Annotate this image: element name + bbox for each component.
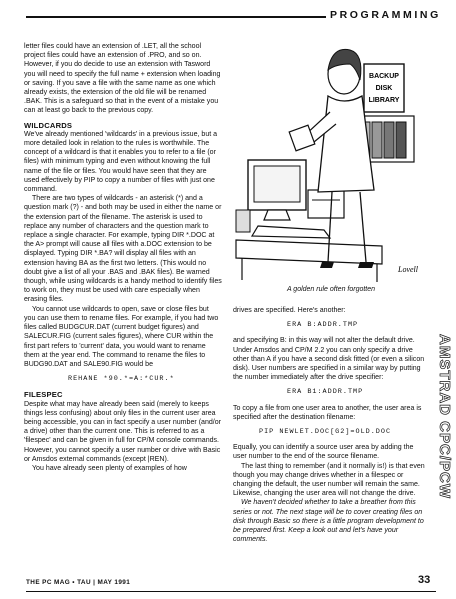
heading-wildcards: WILDCARDS <box>24 120 73 130</box>
left-column <box>24 42 222 473</box>
cartoon-illustration <box>232 40 430 284</box>
paragraph: We've already mentioned 'wildcards' in a previous issue, but a more detailed look in relation to the rules is worthwhile. The concept of a wildcard is that it enables you to refer to a file (or files) with minimum typing and even without knowing the full name of the file or files. You would have seen that they are used effectively by PIP to copy a number of files with just one command. <box>24 130 218 194</box>
paragraph: and specifying B: in this way will not alter the default drive. Under Amsdos and CP/M 2.2 you can only specify a drive other than A if you have a second disk fitted (or even a silicon disk). User numbers are specified in a similar way by putting the number immediately after the drive specifier: <box>233 337 425 382</box>
paragraph: There are two types of wildcards - an asterisk (*) and a question mark (?) - and both may be used in either the name or the extension part of the filename. The asterisk is used to replace any number of characters and the question mark to replace a single character. For example, typing DIR *.DOC at the A> prompt will cause all files with a.DOC extension to be displayed. Typing DIR *.BA? will display all files with an extension having BA as the first two letters. (This would no doubt give a list of all your .BAS and .BAK files). Be warned though, while using wildcards is a handy method to identify files to work on, they must be used with care especially when erasing files. <box>24 195 222 304</box>
code-line: ERA B1:ADDR.TMP <box>287 388 364 397</box>
page-number: 33 <box>418 574 431 586</box>
sign-line: DISK <box>375 85 393 92</box>
paragraph: You cannot use wildcards to open, save or close files but you can use them to rename files. For example, if you had two files called BUDGCUR.DAT (current budget figures) and SALECUR.FIG (current sales figures), where CUR within the first part refers to 'current' data, you would want to rename them at the year end. The command to rename the files to BUDG90.DAT and SALE90.FIG would be <box>24 305 219 368</box>
paragraph: You have already seen plenty of examples of how <box>32 464 187 472</box>
side-tag <box>434 330 454 580</box>
paragraph: Despite what may have already been said (merely to keeps things less confusing) about only files in the current user area being accessible, you can in fact specify a user number (and/or a drive) other than the current one. This is referred to as a 'filespec' and can be given in full for CP/M console commands. However, you cannot specify a user number or drive with Basic or Amsdos external commands (except |REN). <box>24 400 222 463</box>
header-rule <box>26 16 326 18</box>
sign-line: BACKUP <box>369 73 399 80</box>
sign-line: LIBRARY <box>368 97 400 104</box>
paragraph: letter files could have an extension of .LET, all the school project files could have an extension of .PRO, and so on. However, if you do decide to use an extension with Tasword you will need to specify the full name + extension when loading or saving. If you save a file with the same name as one which already exists, the extension of the old file will be renamed .BAK. This is a safeguard so that in the event of a mistake you can at least go back to the previous copy. <box>24 43 221 115</box>
section-title: PROGRAMMING <box>330 9 441 21</box>
illustration-caption: A golden rule often forgotten <box>286 286 376 293</box>
footer-publication: THE PC MAG • TAU | MAY 1991 <box>26 579 131 586</box>
side-tag-text: AMSTRAD CPC/PCW <box>436 334 453 499</box>
artist-signature: Lovell <box>398 265 418 274</box>
paragraph: The last thing to remember (and it normally is!) is that even though you may change drives whether in a filespec or changing the default, the user number will remain the same. Likewise, changing the user area will not change the drive. <box>233 462 425 498</box>
footer-rule <box>26 591 436 592</box>
paragraph: To copy a file from one user area to another, the user area is specified after the destination filename: <box>233 404 422 421</box>
paragraph: Equally, you can identify a source user area by adding the user number to the end of the source filename. <box>233 444 414 461</box>
heading-filespec: FILESPEC <box>24 390 63 400</box>
right-column <box>233 306 429 544</box>
closing-paragraph: We haven't decided whether to take a breather from this series or not. The next stage will be to cover creating files on disk through Basic so there is a little program development to be prepared first. Keep a look out and let's have your comments. <box>233 499 424 544</box>
paragraph: drives are specified. Here's another: <box>233 307 346 314</box>
code-line: ERA B:ADDR.TMP <box>287 321 359 330</box>
code-line: PIP NEWLET.DOC[G2]=OLD.DOC <box>259 428 392 437</box>
code-line: REHANE *90.*=A:*CUR.* <box>68 375 175 384</box>
